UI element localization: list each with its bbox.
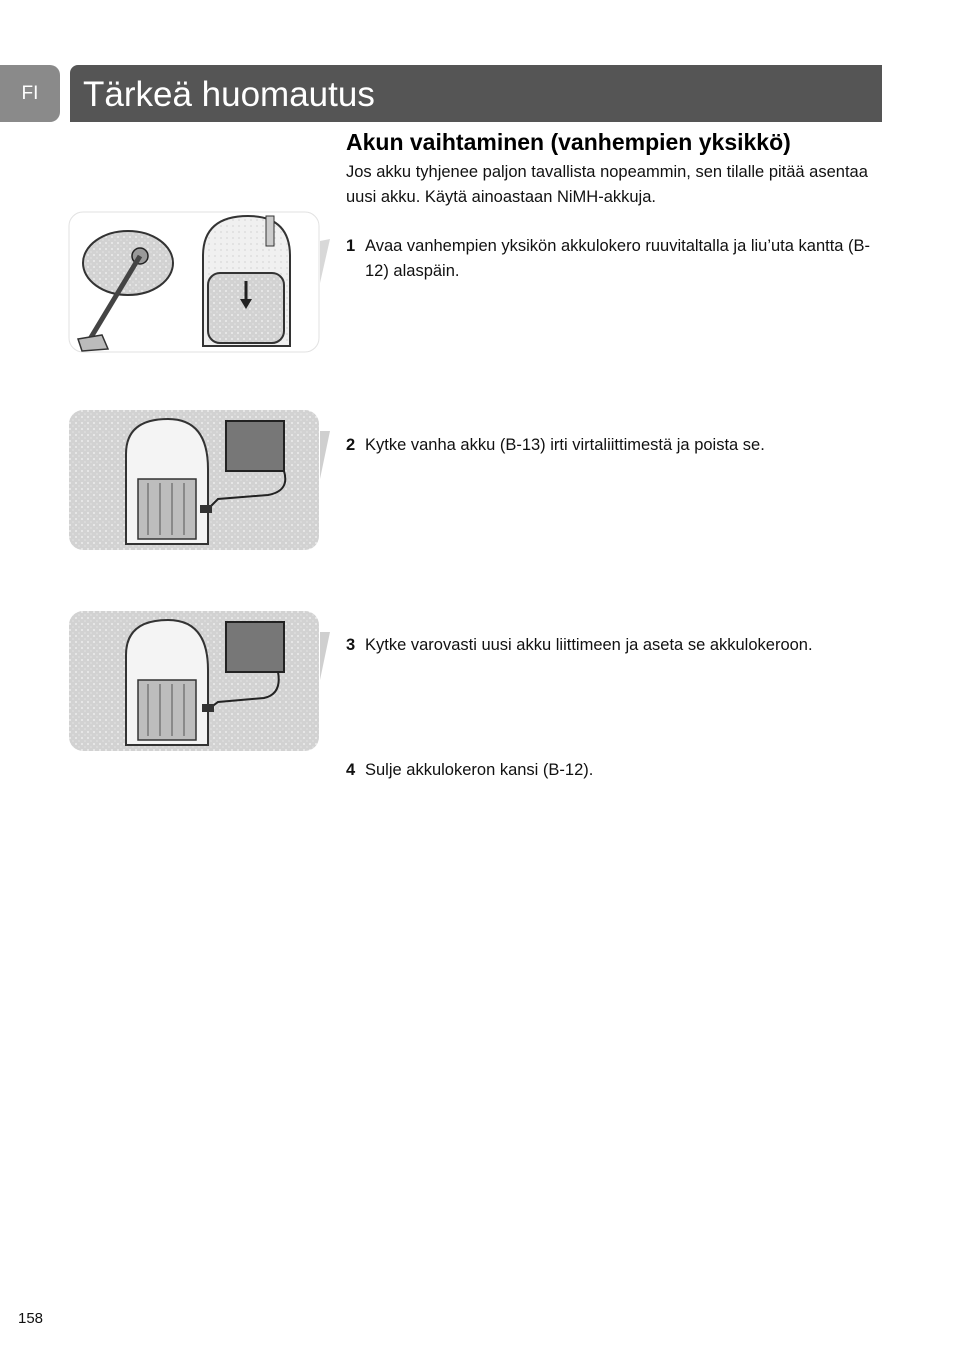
connect-new-battery-illustration <box>68 610 330 754</box>
page-title: Tärkeä huomautus <box>83 75 375 114</box>
step-2 <box>346 433 882 458</box>
screwdriver-open-battery-cover-illustration <box>68 211 330 355</box>
section-heading: Akun vaihtaminen (vanhempien yksikkö) <box>346 129 791 155</box>
figure-connect-new-battery <box>68 610 330 754</box>
step-number: 2 <box>346 436 356 454</box>
step-text: Kytke vanha akku (B-13) irti virtaliittimestä ja poista se. <box>365 436 765 454</box>
language-tab: FI <box>0 65 60 122</box>
step-number: 1 <box>346 237 356 255</box>
step-3 <box>346 633 882 658</box>
step-4 <box>346 758 882 783</box>
title-bar <box>70 65 882 122</box>
section-intro: Jos akku tyhjenee paljon tavallista nopeammin, sen tilalle pitää asentaa uusi akku. Käytä ainoastaan NiMH-akkuja. <box>346 163 868 206</box>
disconnect-battery-illustration <box>68 409 330 553</box>
step-number: 3 <box>346 636 356 654</box>
step-text: Avaa vanhempien yksikön akkulokero ruuvitaltalla ja liu’uta kantta (B-12) alaspäin. <box>365 237 871 280</box>
step-number: 4 <box>346 761 356 779</box>
step-text: Sulje akkulokeron kansi (B-12). <box>365 761 594 779</box>
figure-disconnect-battery <box>68 409 330 553</box>
step-text: Kytke varovasti uusi akku liittimeen ja aseta se akkulokeroon. <box>365 636 813 654</box>
step-1 <box>346 234 882 284</box>
figure-screwdriver-open-cover <box>68 211 330 355</box>
page-number: 158 <box>18 1310 44 1327</box>
